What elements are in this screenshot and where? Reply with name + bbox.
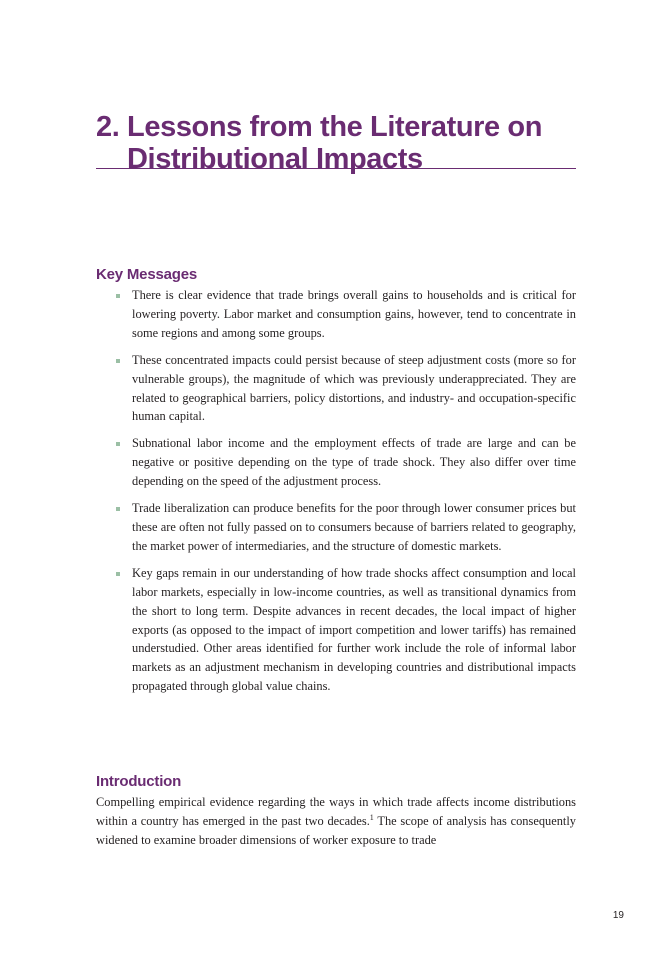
chapter-title (96, 111, 576, 175)
bullet-square-icon (116, 572, 120, 576)
key-message-text: Subnational labor income and the employment effects of trade are large and can be negative or positive depending on the type of trade shock. They also differ over time depending on the speed of the adjustment process. (132, 436, 576, 489)
key-message-item (96, 434, 576, 491)
key-message-item (96, 286, 576, 343)
page-number: 19 (612, 910, 624, 921)
footnote-reference[interactable]: 1 (369, 812, 374, 822)
key-message-item (96, 351, 576, 427)
bullet-square-icon (116, 442, 120, 446)
key-message-text: Trade liberalization can produce benefits for the poor through lower consumer prices but these are often not fully passed on to consumers because of barriers related to geography, the market power of intermediaries, and the structure of domestic markets. (132, 501, 576, 553)
bullet-square-icon (116, 294, 120, 298)
introduction-text-start: Compelling empirical evidence regarding the ways in which trade affects income distributions within a country has emerged in the past two decades. (96, 795, 576, 828)
key-message-item (96, 499, 576, 556)
introduction-text-end: The scope of analysis has consequently widened to examine broader dimensions of worker exposure to trade (96, 814, 576, 847)
introduction-heading: Introduction (96, 773, 182, 791)
key-message-text: These concentrated impacts could persist because of steep adjustment costs (more so for vulnerable groups), the magnitude of which was previously underappreciated. They are related to geographical barriers, policy distortions, and industry- and occupation-specific human capital. (132, 352, 576, 424)
chapter-title-line-2: Distributional Impacts (127, 143, 423, 176)
key-messages-list (96, 286, 576, 704)
bullet-square-icon (116, 359, 120, 363)
key-message-item (96, 564, 576, 696)
chapter-title-line-1: 2. Lessons from the Literature on (96, 111, 543, 144)
introduction-paragraph (96, 793, 576, 850)
title-divider (96, 168, 576, 169)
key-message-text: There is clear evidence that trade brings overall gains to households and is critical for lowering poverty. Labor market and consumption gains, however, tend to concentrate in some regions and among some groups. (132, 288, 576, 340)
bullet-square-icon (116, 507, 120, 511)
key-messages-heading: Key Messages (96, 266, 197, 284)
key-message-text: Key gaps remain in our understanding of how trade shocks affect consumption and local labor markets, especially in low-income countries, as well as transitional dynamics from the short to long term. Despite advances in recent decades, the local impact of higher exports (as opposed to the impact of import competition and lower tariffs) has remained understudied. Other areas identified for further work include the role of informal labor markets as an adjustment mechanism in developing countries and distributional impacts propagated through global value chains. (132, 565, 576, 694)
